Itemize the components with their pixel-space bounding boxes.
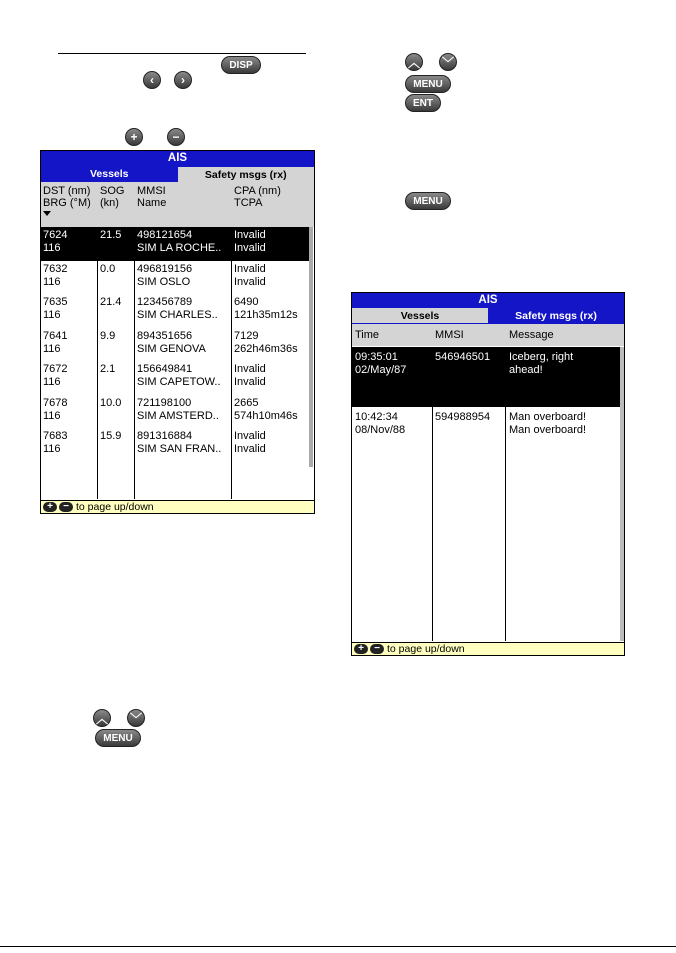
plus-key-icon: +: [354, 644, 368, 654]
down-arrow-key-icon: ﹀: [127, 709, 145, 727]
cell-message: Man overboard!: [509, 424, 587, 436]
tab-safety-msgs[interactable]: Safety msgs (rx): [178, 166, 315, 182]
vessel-list: [41, 227, 309, 499]
header-sog[interactable]: SOG: [100, 185, 125, 197]
cell-tcpa: Invalid: [234, 242, 266, 254]
scrollbar[interactable]: [309, 227, 313, 467]
cell-message: ahead!: [509, 364, 543, 376]
cell-mmsi: 123456789: [137, 296, 193, 308]
cell-time: 10:42:34: [355, 411, 398, 423]
cell-mmsi: 496819156: [137, 262, 193, 275]
cell-message: Man overboard!: [509, 411, 587, 423]
ent-key-icon: ENT: [405, 94, 441, 112]
cell-brg: 116: [43, 443, 61, 455]
cell-cpa: Invalid: [234, 229, 266, 241]
cell-name: SIM CHARLES..: [137, 309, 218, 321]
cell-mmsi: 891316884: [137, 430, 193, 442]
tab-vessels[interactable]: Vessels: [352, 308, 488, 324]
cell-mmsi: 594988954: [435, 411, 491, 423]
plus-key-icon: +: [125, 128, 143, 146]
cell-dst: 7641: [43, 329, 68, 342]
cell-name: SIM SAN FRAN..: [137, 443, 222, 455]
cell-name: SIM GENOVA: [137, 342, 206, 355]
header-mmsi[interactable]: MMSI: [137, 185, 166, 197]
cell-sog: 21.4: [100, 296, 122, 308]
header-cpa[interactable]: CPA (nm): [234, 185, 281, 197]
cell-mmsi: 156649841: [137, 363, 193, 375]
menu-key-icon: MENU: [405, 75, 451, 93]
cell-cpa: Invalid: [234, 363, 266, 375]
cell-mmsi: 894351656: [137, 329, 193, 342]
tab-vessels[interactable]: Vessels: [41, 166, 178, 182]
plus-key-icon: +: [43, 502, 57, 512]
table-row[interactable]: [41, 261, 309, 295]
table-row[interactable]: [41, 361, 309, 395]
cell-cpa: 7129: [234, 329, 259, 342]
disp-key-icon: DISP: [221, 56, 261, 74]
section-rule: [58, 53, 306, 54]
cell-tcpa: 262h46m36s: [234, 342, 298, 355]
page-edge-mark: [0, 946, 676, 947]
cell-sog: 0.0: [100, 262, 116, 275]
page-hint-footer: [352, 642, 624, 655]
right-arrow-key-icon: ›: [174, 71, 192, 89]
cell-message: Iceberg, right: [509, 351, 574, 363]
header-time[interactable]: Time: [355, 329, 380, 341]
safety-message-list: [352, 347, 620, 641]
cell-cpa: Invalid: [234, 430, 266, 442]
cell-name: SIM AMSTERD..: [137, 409, 219, 422]
minus-key-icon: −: [167, 128, 185, 146]
left-arrow-key-icon: ‹: [143, 71, 161, 89]
cell-sog: 2.1: [100, 363, 116, 375]
cell-date: 02/May/87: [355, 364, 407, 376]
cell-sog: 10.0: [100, 396, 122, 409]
table-header: [41, 182, 314, 227]
cell-brg: 116: [43, 275, 61, 288]
cell-cpa: Invalid: [234, 262, 266, 275]
cell-cpa: 6490: [234, 296, 259, 308]
minus-key-icon: −: [59, 502, 73, 512]
table-row[interactable]: [352, 407, 620, 641]
cell-tcpa: Invalid: [234, 275, 266, 288]
header-message[interactable]: Message: [509, 329, 554, 341]
cell-dst: 7678: [43, 396, 68, 409]
ais-vessels-screen: [40, 150, 315, 514]
cell-name: SIM CAPETOW..: [137, 376, 221, 388]
ais-safety-msgs-screen: [351, 292, 625, 656]
page-hint-footer: [41, 500, 314, 513]
cell-brg: 116: [43, 342, 61, 355]
header-mmsi[interactable]: MMSI: [435, 329, 464, 341]
minus-key-icon: −: [370, 644, 384, 654]
footer-hint-text: to page up/down: [387, 643, 465, 655]
cell-name: SIM OSLO: [137, 275, 191, 288]
cell-brg: 116: [43, 309, 61, 321]
cell-dst: 7683: [43, 430, 68, 442]
screen-title: AIS: [352, 293, 624, 308]
table-row[interactable]: [352, 347, 620, 407]
header-name[interactable]: Name: [137, 197, 167, 209]
cell-time: 09:35:01: [355, 351, 398, 363]
column-divider: [134, 227, 135, 499]
table-row[interactable]: [41, 328, 309, 362]
sort-indicator-icon: [43, 211, 51, 216]
down-arrow-key-icon: ﹀: [439, 53, 457, 71]
footer-hint-text: to page up/down: [76, 501, 154, 513]
header-sog-unit: (kn): [100, 197, 119, 209]
column-divider: [231, 227, 232, 499]
cell-sog: 21.5: [100, 229, 122, 241]
tab-safety-msgs[interactable]: Safety msgs (rx): [488, 308, 624, 324]
up-arrow-key-icon: ︿: [405, 53, 423, 71]
header-dst[interactable]: DST (nm): [43, 185, 91, 197]
table-row[interactable]: [41, 227, 309, 261]
up-arrow-key-icon: ︿: [93, 709, 111, 727]
cell-dst: 7632: [43, 262, 68, 275]
cell-brg: 116: [43, 376, 61, 388]
menu-key-icon: MENU: [95, 729, 141, 747]
scrollbar[interactable]: [620, 347, 624, 641]
cell-sog: 9.9: [100, 329, 116, 342]
table-row[interactable]: [41, 294, 309, 328]
cell-tcpa: 121h35m12s: [234, 309, 298, 321]
cell-name: SIM LA ROCHE..: [137, 242, 222, 254]
column-divider: [432, 347, 433, 641]
cell-date: 08/Nov/88: [355, 424, 406, 436]
screen-title: AIS: [41, 151, 314, 166]
cell-dst: 7624: [43, 229, 68, 241]
column-divider: [97, 227, 98, 499]
cell-cpa: 2665: [234, 396, 259, 409]
table-row[interactable]: [41, 395, 309, 429]
table-header: [352, 324, 624, 346]
cell-dst: 7672: [43, 363, 68, 375]
cell-tcpa: 574h10m46s: [234, 409, 298, 422]
column-divider: [505, 347, 506, 641]
cell-dst: 7635: [43, 296, 68, 308]
cell-tcpa: Invalid: [234, 376, 266, 388]
cell-sog: 15.9: [100, 430, 122, 442]
menu-key-icon: MENU: [405, 192, 451, 210]
cell-mmsi: 721198100: [137, 396, 192, 409]
header-brg[interactable]: BRG (°M): [43, 197, 91, 209]
cell-tcpa: Invalid: [234, 443, 266, 455]
cell-mmsi: 546946501: [435, 351, 491, 363]
table-row[interactable]: [41, 428, 309, 462]
cell-brg: 116: [43, 242, 61, 254]
cell-brg: 116: [43, 409, 61, 422]
header-tcpa[interactable]: TCPA: [234, 197, 263, 209]
cell-mmsi: 498121654: [137, 229, 193, 241]
